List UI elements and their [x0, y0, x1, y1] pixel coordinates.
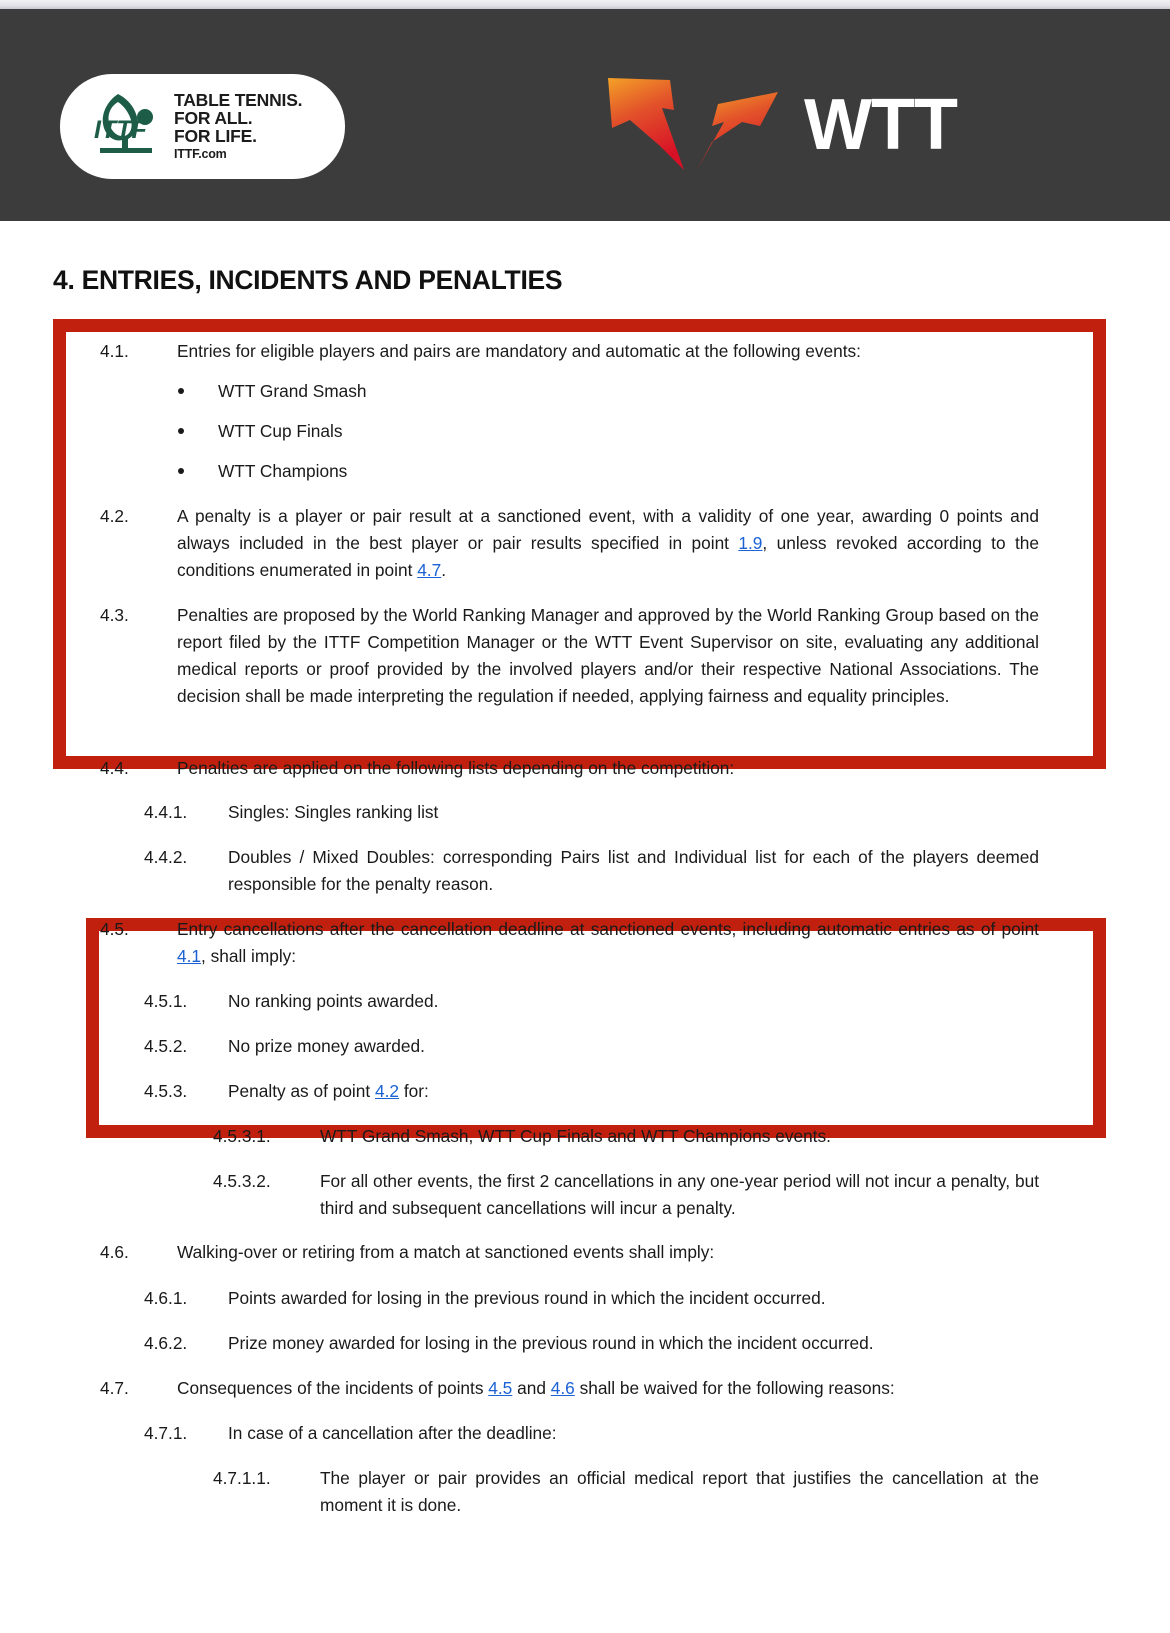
clause-4-2-part3: .: [441, 560, 447, 580]
clause-text-4-5-3-2: For all other events, the first 2 cancellations in any one-year period will not incur a penalty, but third and subsequent cancellations will incur a penalty.: [320, 1171, 1039, 1218]
link-ref-4-6[interactable]: 4.6: [550, 1378, 575, 1398]
clause-number-4-4-2: 4.4.2.: [144, 847, 188, 867]
ittf-line-1: TABLE TENNIS.: [174, 89, 303, 110]
link-ref-4-7[interactable]: 4.7: [417, 560, 442, 580]
bullet-label-2: WTT Cup Finals: [218, 421, 343, 441]
clause-4-2-part1: A penalty is a player or pair result at a sanctioned event, with a validity of one year, awarding 0 points and always included in the best player or pair results specified in point: [177, 506, 1039, 553]
clause-text-4-1: Entries for eligible players and pairs are mandatory and automatic at the following events:: [177, 341, 861, 361]
clause-4-5-3-part1: Penalty as of point: [228, 1081, 375, 1101]
ittf-paddle-icon: [88, 90, 164, 164]
clause-text-4-5-1: No ranking points awarded.: [228, 991, 439, 1011]
window-top-strip: [0, 0, 1170, 9]
clause-text-4-7-1-1: The player or pair provides an official medical report that justifies the cancellation at the moment it is done.: [320, 1468, 1039, 1515]
clause-text-4-5-3: [228, 1078, 1039, 1105]
list-item: [178, 378, 878, 405]
clause-number-4-5-3: 4.5.3.: [144, 1081, 188, 1101]
link-ref-1-9[interactable]: 1.9: [738, 533, 763, 553]
clause-text-4-5-3-1: WTT Grand Smash, WTT Cup Finals and WTT Champions events.: [320, 1126, 831, 1146]
ittf-line-3: FOR LIFE.: [174, 125, 257, 146]
clause-text-4-7: [177, 1375, 1039, 1402]
clause-4-7-part2: and: [512, 1378, 551, 1398]
clause-number-4-6: 4.6.: [100, 1242, 129, 1262]
ittf-tagline: [174, 89, 303, 162]
clause-number-4-7-1: 4.7.1.: [144, 1423, 188, 1443]
clause-text-4-2: [177, 503, 1039, 584]
clause-number-4-5-1: 4.5.1.: [144, 991, 188, 1011]
bullet-icon: [178, 388, 184, 394]
clause-number-4-7: 4.7.: [100, 1378, 129, 1398]
ittf-line-2: FOR ALL.: [174, 107, 253, 128]
bullet-label-3: WTT Champions: [218, 461, 348, 481]
bullet-icon: [178, 428, 184, 434]
clause-number-4-4: 4.4.: [100, 758, 129, 778]
clause-text-4-4-1: Singles: Singles ranking list: [228, 802, 439, 822]
document-header-band: [0, 9, 1170, 221]
page-title: 4. ENTRIES, INCIDENTS AND PENALTIES: [53, 265, 563, 295]
bullet-label-1: WTT Grand Smash: [218, 381, 367, 401]
svg-text:ITTF: ITTF: [94, 115, 147, 144]
wtt-w-mark: [600, 70, 790, 180]
clause-text-4-5-2: No prize money awarded.: [228, 1036, 425, 1056]
clause-number-4-4-1: 4.4.1.: [144, 802, 188, 822]
clause-4-5-part1: Entry cancellations after the cancellation deadline at sanctioned events, including automatic entries as of point: [177, 919, 1039, 939]
clause-number-4-6-2: 4.6.2.: [144, 1333, 188, 1353]
clause-number-4-7-1-1: 4.7.1.1.: [213, 1468, 271, 1488]
bullet-icon: [178, 468, 184, 474]
clause-number-4-5-3-2: 4.5.3.2.: [213, 1171, 271, 1191]
clause-4-5-part2: , shall imply:: [201, 946, 297, 966]
ittf-website: ITTF.com: [174, 147, 227, 162]
clause-number-4-6-1: 4.6.1.: [144, 1288, 188, 1308]
wtt-wordmark: WTT: [804, 85, 957, 165]
link-ref-4-2[interactable]: 4.2: [374, 1081, 400, 1101]
clause-text-4-6: Walking-over or retiring from a match at sanctioned events shall imply:: [177, 1242, 715, 1262]
clause-number-4-5-3-1: 4.5.3.1.: [213, 1126, 271, 1146]
clause-4-7-part1: Consequences of the incidents of points: [177, 1378, 489, 1398]
clause-number-4-2: 4.2.: [100, 506, 129, 526]
clause-number-4-3: 4.3.: [100, 605, 129, 625]
clause-number-4-5-2: 4.5.2.: [144, 1036, 188, 1056]
clause-text-4-6-2: Prize money awarded for losing in the previous round in which the incident occurred.: [228, 1333, 874, 1353]
clause-4-2-part2: , unless revoked according to the conditions enumerated in point: [177, 533, 1039, 580]
clause-text-4-4: Penalties are applied on the following lists depending on the competition:: [177, 758, 735, 778]
list-item: [178, 418, 878, 445]
wtt-logo: [600, 69, 957, 181]
clause-text-4-3: Penalties are proposed by the World Ranking Manager and approved by the World Ranking Group based on the report filed by the ITTF Competition Manager or the WTT Event Supervisor on site, evaluating any additional medical reports or proof provided by the involved players and/or their respective National Associations. The decision shall be made interpreting the regulation if needed, applying fairness and equality principles.: [177, 605, 1039, 706]
clause-text-4-7-1: In case of a cancellation after the deadline:: [228, 1423, 557, 1443]
clause-text-4-5: [177, 916, 1039, 970]
link-ref-4-5[interactable]: 4.5: [488, 1378, 513, 1398]
document-body: [0, 221, 1170, 1633]
list-item: [178, 458, 878, 485]
clause-text-4-6-1: Points awarded for losing in the previous round in which the incident occurred.: [228, 1288, 826, 1308]
clause-4-7-part3: shall be waived for the following reasons:: [574, 1378, 895, 1398]
clause-number-4-5: 4.5.: [100, 919, 129, 939]
ittf-logo: [60, 74, 345, 179]
clause-text-4-4-2: Doubles / Mixed Doubles: corresponding Pairs list and Individual list for each of the players deemed responsible for the penalty reason.: [228, 847, 1039, 894]
clause-4-5-3-part2: for:: [399, 1081, 429, 1101]
link-ref-4-1[interactable]: 4.1: [177, 946, 202, 966]
clause-number-4-1: 4.1.: [100, 341, 129, 361]
